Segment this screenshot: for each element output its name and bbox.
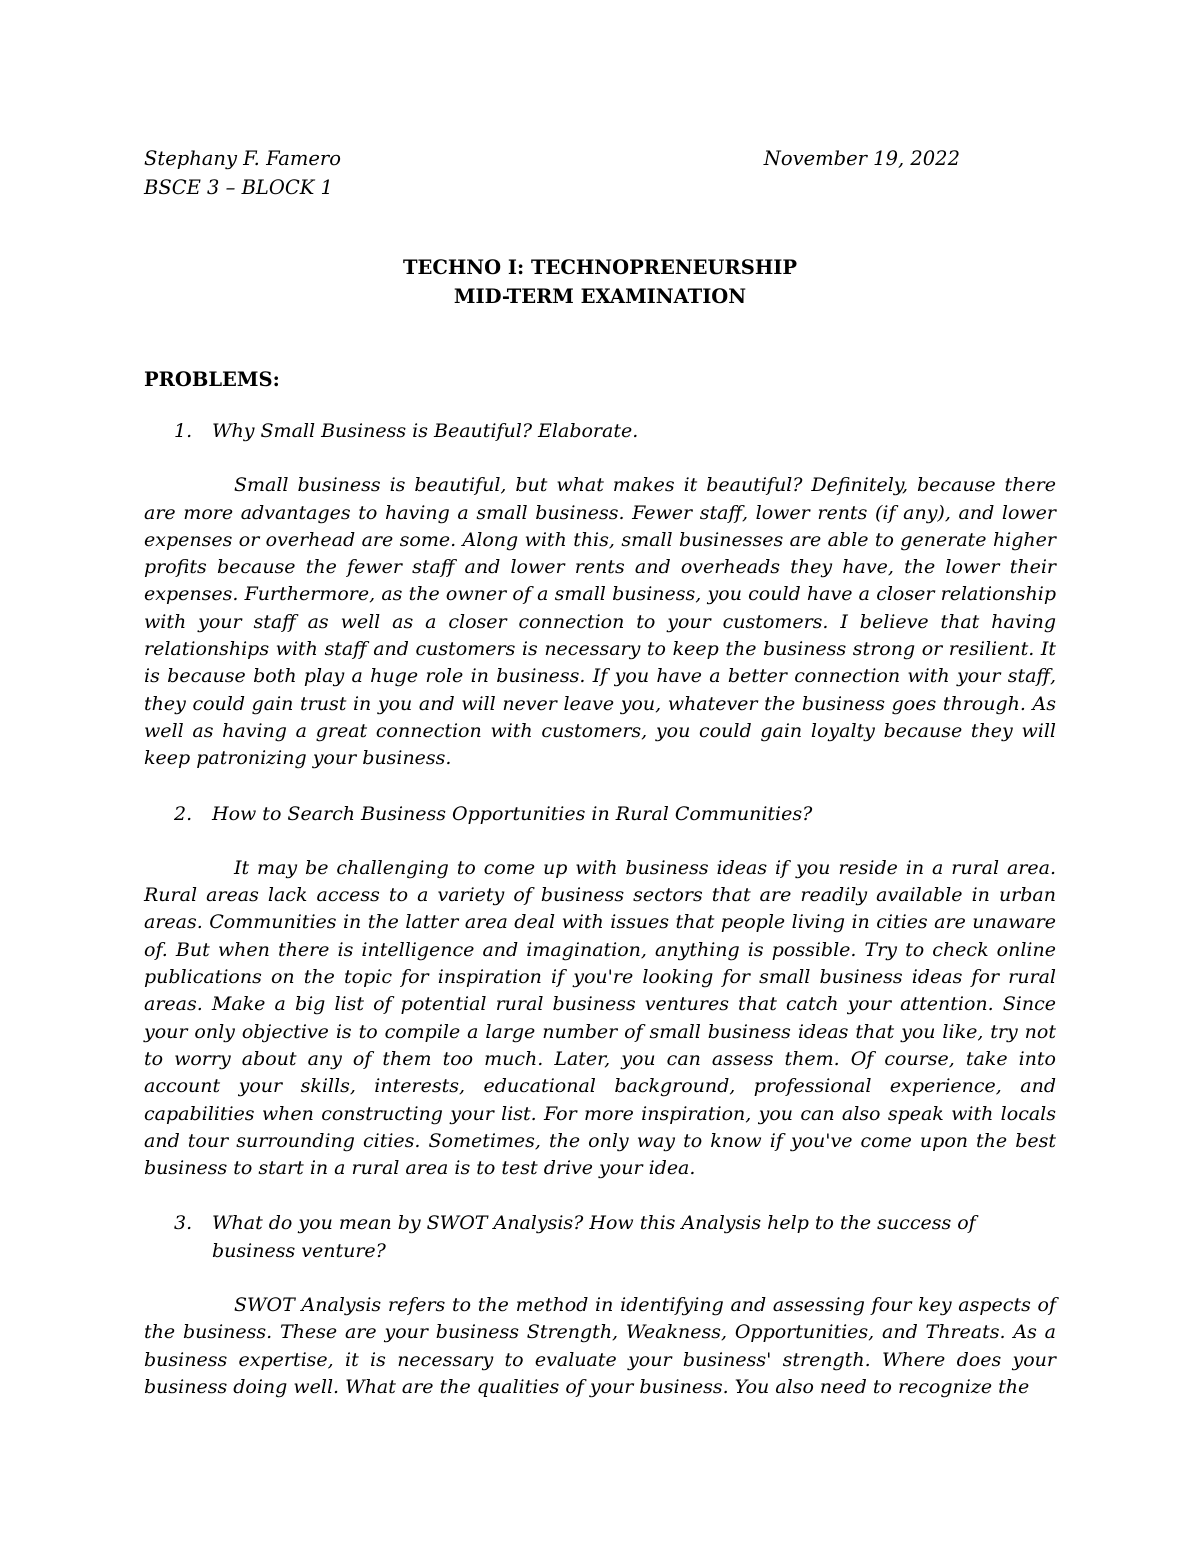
author-block — [144, 144, 341, 202]
title-line-2: MID-TERM EXAMINATION — [453, 285, 747, 308]
question-text: Why Small Business is Beautiful? Elaborate. — [212, 420, 639, 442]
question-item — [144, 418, 1056, 445]
answer-paragraph: Small business is beautiful, but what makes it beautiful? Definitely, because there are more advantages to having a small business. Fewer staff, lower rents (if any), and lower expenses or overhead are some. Along with this, small businesses are able to generate higher profits because the fewer staff and lower rents and overheads they have, the lower their expenses. Furthermore, as the owner of a small business, you could have a closer relationship with your staff as well as a closer connection to your customers. I believe that having relationships with staff and customers is necessary to keep the business strong or resilient. It is because both play a huge role in business. If you have a better connection with your staff, they could gain trust in you and will never leave you, whatever the business goes through. As well as having a great connection with customers, you could gain loyalty because they will keep patronizing your business. — [144, 474, 1056, 770]
question-item — [144, 1210, 1056, 1265]
document-date: November 19, 2022 — [763, 147, 960, 170]
question-number: 2. — [174, 802, 193, 825]
question-text: How to Search Business Opportunities in Rural Communities? — [212, 802, 813, 825]
document-title — [144, 253, 1056, 311]
question-item — [144, 801, 1056, 828]
question-text: What do you mean by SWOT Analysis? How this Analysis help to the success of business venture? — [212, 1212, 976, 1262]
course-section: BSCE 3 – BLOCK 1 — [144, 176, 333, 199]
answer-paragraph: It may be challenging to come up with business ideas if you reside in a rural area. Rural areas lack access to a variety of business sectors that are readily available in urban areas. Communities in the latter area deal with issues that people living in cities are unaware of. But when there is intelligence and imagination, anything is possible. Try to check online publications on the topic for inspiration if you're looking for small business ideas for rural areas. Make a big list of potential rural business ventures that catch your attention. Since your only objective is to compile a large number of small business ideas that you like, try not to worry about any of them too much. Later, you can assess them. Of course, take into account your skills, interests, educational background, professional experience, and capabilities when constructing your list. For more inspiration, you can also speak with locals and tour surrounding cities. Sometimes, the only way to know if you've come upon the best business to start in a rural area is to test drive your idea. — [144, 856, 1056, 1180]
question-number: 3. — [174, 1212, 193, 1235]
question-number: 1. — [174, 420, 193, 442]
title-line-1: TECHNO I: TECHNOPRENEURSHIP — [402, 256, 798, 279]
answer-paragraph: SWOT Analysis refers to the method in identifying and assessing four key aspects of the business. These are your business Strength, Weakness, Opportunities, and Threats. As a business expertise, it is necessary to evaluate your business' strength. Where does your business doing well. What are the qualities of your business. You also need to recognize the — [144, 1294, 1056, 1398]
document-header — [144, 144, 960, 202]
problems-heading: PROBLEMS: — [144, 368, 280, 391]
problems-body — [144, 418, 1056, 1401]
author-name: Stephany F. Famero — [144, 147, 341, 170]
